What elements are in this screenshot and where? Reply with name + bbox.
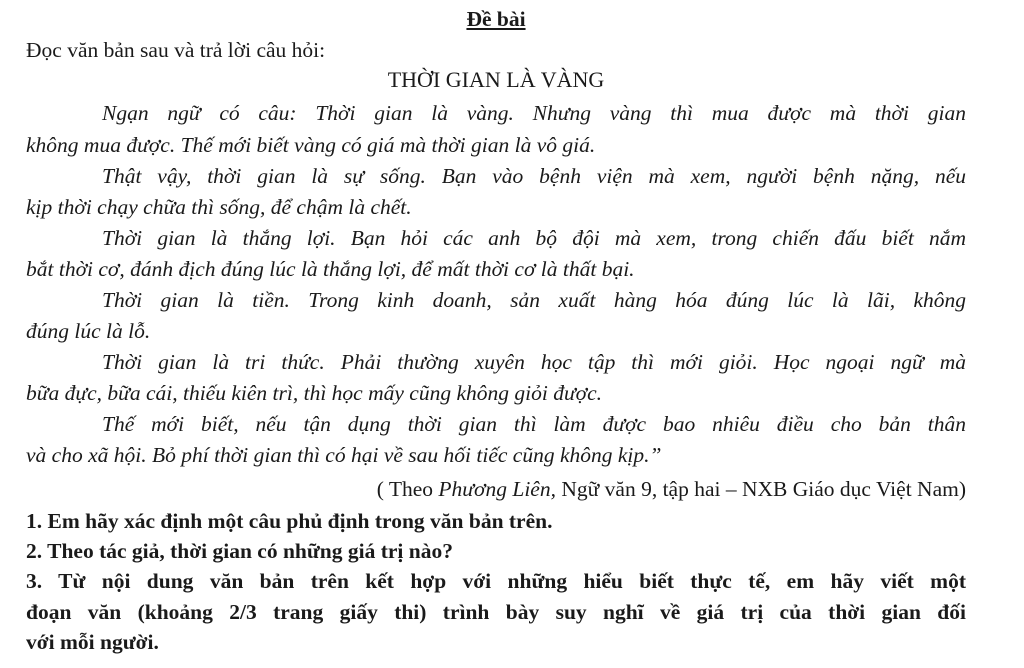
passage-line: đúng lúc là lỗ.	[26, 319, 151, 343]
source-prefix: ( Theo	[376, 477, 439, 501]
passage-line: Thời gian là tiền. Trong kinh doanh, sản xuất hàng hóa đúng lúc là lãi, không	[102, 288, 966, 312]
passage-line: kịp thời chạy chữa thì sống, để chậm là chết.	[26, 195, 412, 219]
passage-line: và cho xã hội. Bỏ phí thời gian thì có hại về sau hối tiếc cũng không kịp.”	[26, 443, 662, 467]
reading-instruction: Đọc văn bản sau và trả lời câu hỏi:	[26, 38, 326, 62]
passage-title: THỜI GIAN LÀ VÀNG	[387, 67, 605, 92]
exam-heading: Đề bài	[466, 7, 526, 31]
passage-line: Thật vậy, thời gian là sự sống. Bạn vào bệnh viện mà xem, người bệnh nặng, nếu	[102, 164, 966, 188]
source-author: Phương Liên,	[438, 477, 556, 501]
passage-line: Thời gian là tri thức. Phải thường xuyên học tập thì mới giỏi. Học ngoại ngữ mà	[102, 350, 966, 374]
question-3-line: 3. Từ nội dung văn bản trên kết hợp với những hiểu biết thực tế, em hãy viết một	[26, 569, 966, 593]
passage-line: không mua được. Thế mới biết vàng có giá mà thời gian là vô giá.	[26, 133, 596, 157]
source-suffix: Ngữ văn 9, tập hai – NXB Giáo dục Việt Nam)	[555, 477, 966, 501]
passage-line: Thời gian là thắng lợi. Bạn hỏi các anh bộ đội mà xem, trong chiến đấu biết nắm	[102, 226, 966, 250]
question-3-line: với mỗi người.	[26, 630, 159, 654]
passage-line: Thế mới biết, nếu tận dụng thời gian thì làm được bao nhiêu điều cho bản thân	[102, 412, 966, 436]
passage-line: bắt thời cơ, đánh địch đúng lúc là thắng lợi, để mất thời cơ là thất bại.	[26, 257, 635, 281]
passage-line: Ngạn ngữ có câu: Thời gian là vàng. Nhưng vàng thì mua được mà thời gian	[102, 101, 966, 125]
passage-line: bữa đực, bữa cái, thiếu kiên trì, thì học mấy cũng không giỏi được.	[26, 381, 603, 405]
question-1: 1. Em hãy xác định một câu phủ định trong văn bản trên.	[26, 509, 553, 533]
question-2: 2. Theo tác giả, thời gian có những giá trị nào?	[26, 539, 453, 563]
source-citation	[26, 475, 966, 503]
question-3-line: đoạn văn (khoảng 2/3 trang giấy thi) trình bày suy nghĩ về giá trị của thời gian đối	[26, 600, 966, 624]
